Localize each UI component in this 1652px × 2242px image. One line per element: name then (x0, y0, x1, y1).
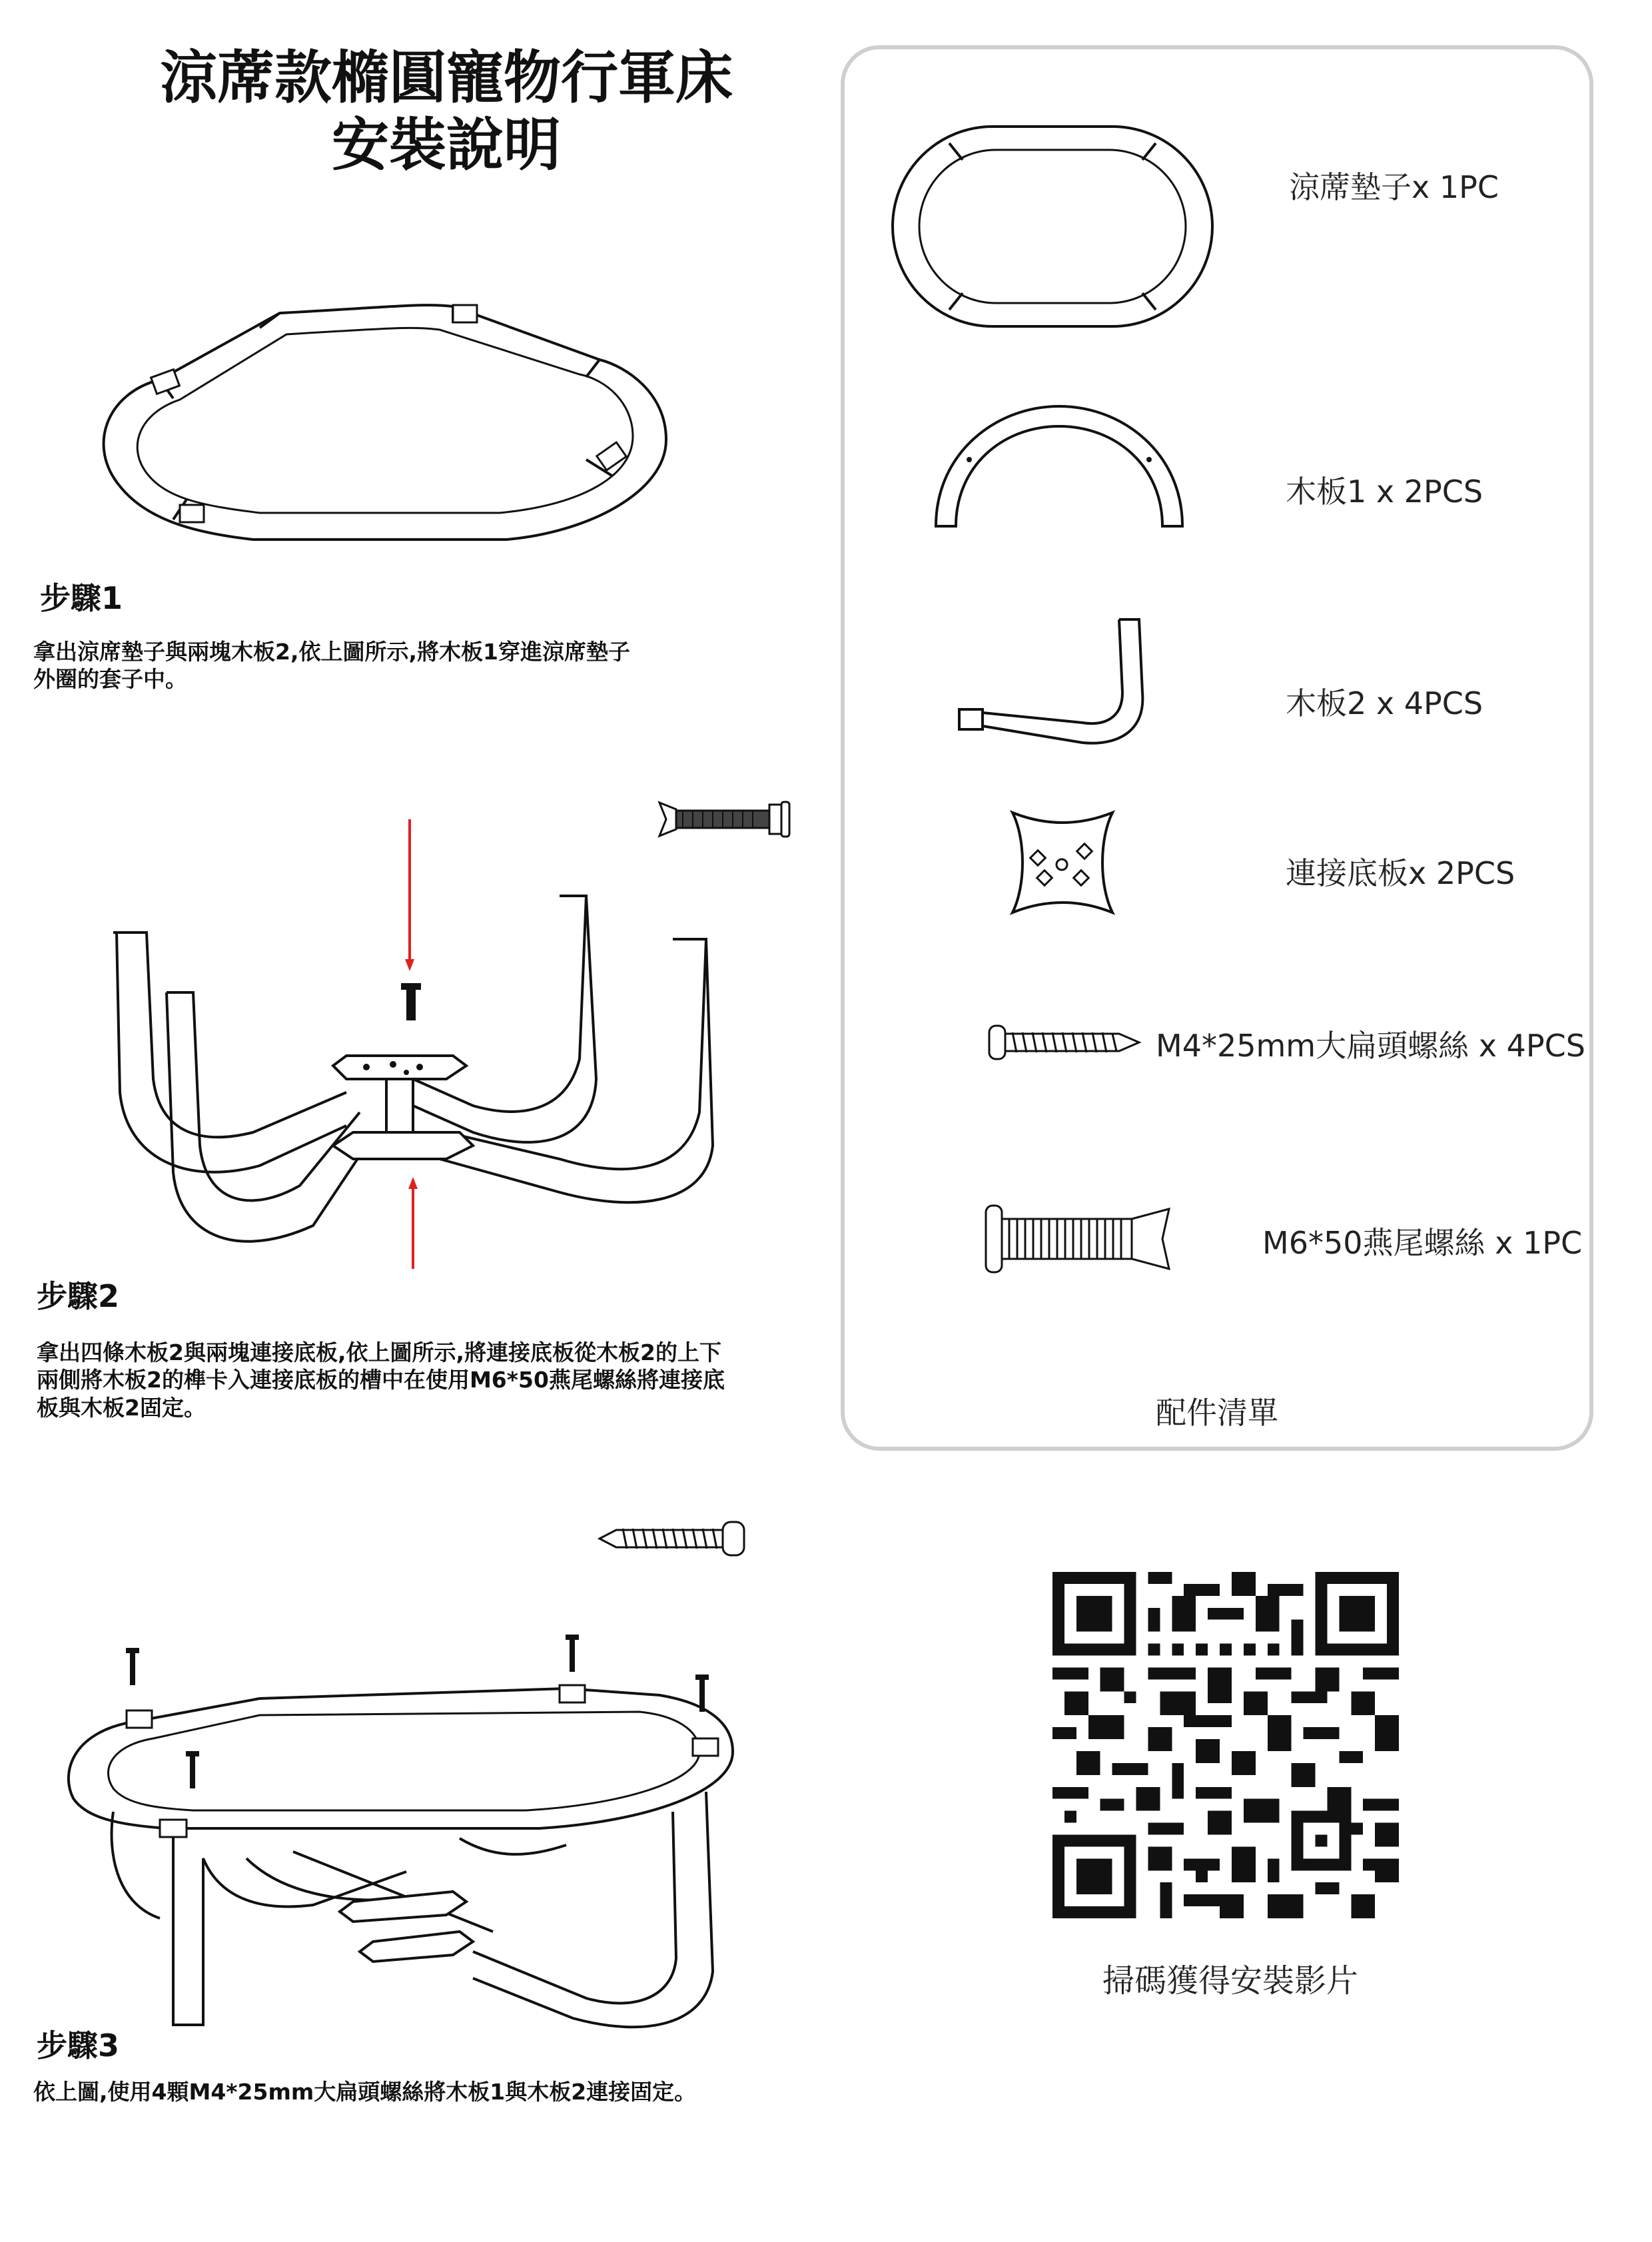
part-label-m6-screw: M6*50燕尾螺絲 x 1PC (1262, 1225, 1583, 1261)
part-label-board-1: 木板1 x 2PCS (1286, 474, 1483, 510)
step2-illustration (100, 799, 799, 1279)
part-label-mat: 涼蓆墊子x 1PC (1289, 169, 1499, 205)
step-3-text (33, 2078, 833, 2105)
m4-screw-step3-icon (596, 1515, 749, 1562)
step-1-line: 拿出涼席墊子與兩塊木板2,依上圖所示,將木板1穿進涼席墊子 (33, 639, 630, 665)
step-2-text (37, 1339, 836, 1421)
title-line-2: 安裝說明 (332, 111, 561, 179)
part-label-board-2: 木板2 x 4PCS (1286, 685, 1483, 721)
cooling-mat-icon (886, 120, 1219, 333)
document-title (80, 47, 813, 177)
step-1-title: 步驟1 (40, 580, 123, 616)
qr-caption: 掃碼獲得安裝影片 (1102, 1962, 1359, 2000)
step-2-title: 步驟2 (37, 1278, 120, 1314)
step-2-line: 拿出四條木板2與兩塊連接底板,依上圖所示,將連接底板從木板2的上下 (37, 1339, 721, 1365)
m6-dovetail-screw-part-icon (983, 1202, 1182, 1276)
connector-plate-icon (993, 806, 1132, 919)
step-1-text (33, 638, 833, 693)
parts-list-caption: 配件清單 (1156, 1395, 1278, 1431)
step-3-line: 依上圖,使用4顆M4*25mm大扁頭螺絲將木板1與木板2連接固定。 (33, 2079, 697, 2105)
leg-board-2-icon (956, 613, 1156, 753)
title-line-1: 涼蓆款橢圓寵物行軍床 (160, 45, 733, 111)
step-2-line: 板與木板2固定。 (37, 1394, 206, 1421)
step-2-line: 兩側將木板2的榫卡入連接底板的槽中在使用M6*50燕尾螺絲將連接底 (37, 1367, 725, 1393)
part-label-m4-screw: M4*25mm大扁頭螺絲 x 4PCS (1156, 1028, 1585, 1064)
step-3-title: 步驟3 (37, 2028, 120, 2063)
part-label-connector-plate: 連接底板x 2PCS (1286, 855, 1515, 891)
step-1-line: 外圈的套子中。 (33, 666, 187, 693)
curved-board-1-icon (929, 400, 1189, 533)
m4-screw-icon (986, 1019, 1146, 1066)
m6-dovetail-screw-icon (656, 799, 796, 839)
step1-illustration (80, 293, 679, 573)
qr-code[interactable] (1052, 1572, 1399, 1918)
step3-illustration (60, 1639, 746, 2052)
